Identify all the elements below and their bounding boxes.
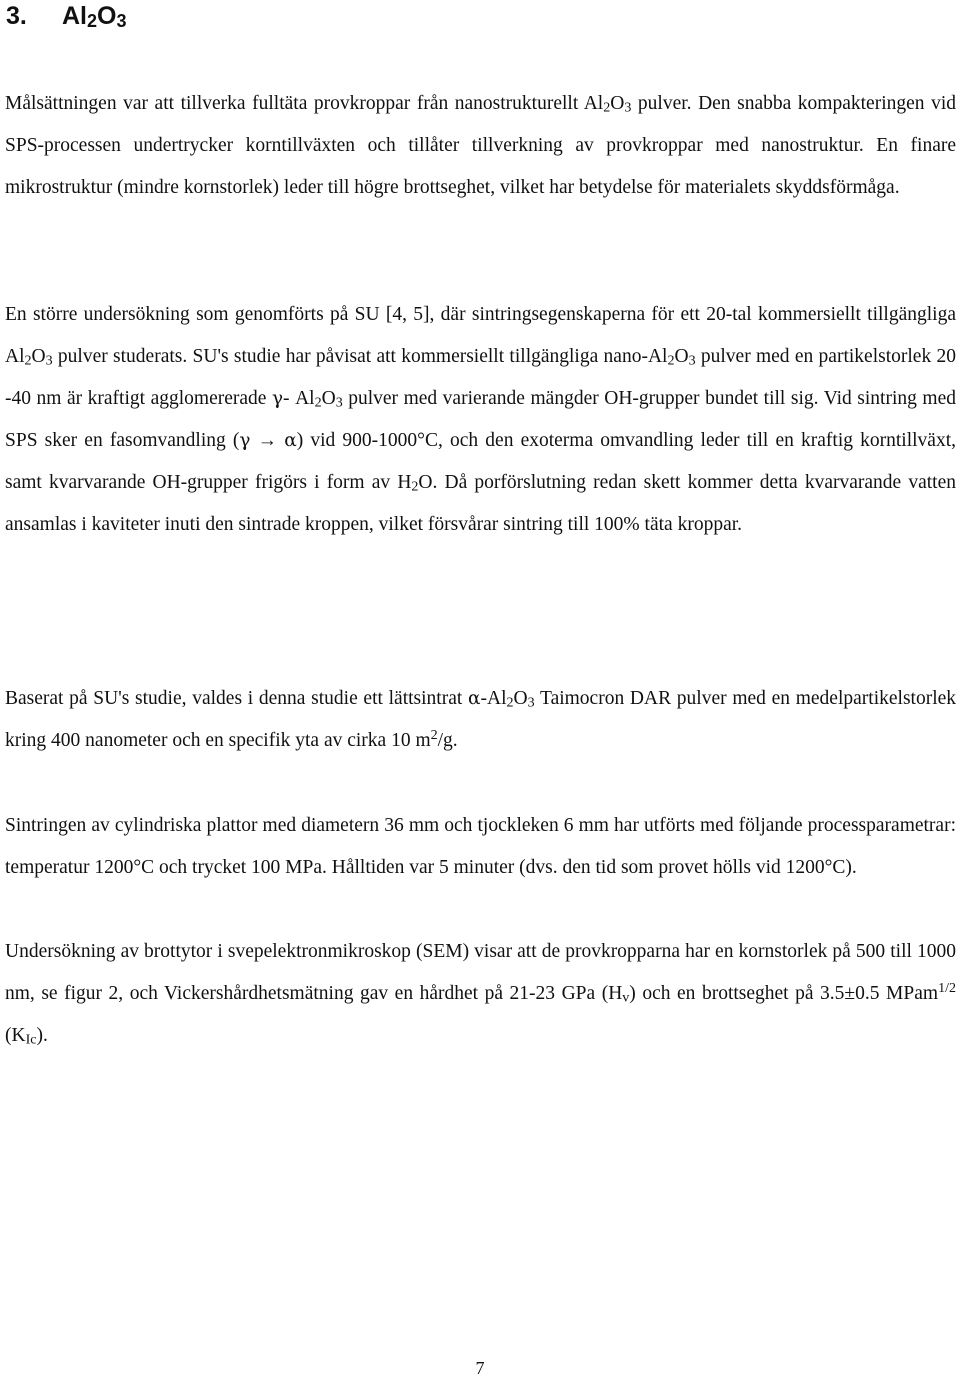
gamma-symbol: γ [239, 430, 251, 451]
section-heading: 3. $Al_2O_3$ [6, 2, 127, 32]
arrow-symbol: → [250, 430, 285, 451]
paragraph-sem-results: Undersökning av brottytor i svepelektronmikroskop (SEM) visar att de provkropparna har en kornstorlek på 500 till 1000 nm, se figur 2, och Vickershårdhetsmätning gav en hårdhet på 21-23 GPa $(H_v)$ och en brottseghet på 3.5±0.5 MPam$^{1/2}$ $(K_{Ic})$. [5, 941, 956, 1048]
alpha-symbol: α [284, 430, 297, 451]
gamma-symbol: γ [271, 388, 284, 409]
section-number: 3. [6, 2, 27, 30]
paragraph-powder-selection: Baserat på SU's studie, valdes i denna studie ett lättsintrat $\alpha-Al_2O_3$ Taimocron DAR pulver med en medelpartikelstorlek kring 400 nanometer och en specifik yta av cirka 10 $m^2/g$. [5, 688, 957, 751]
alpha-symbol: α [468, 688, 481, 709]
paragraph-sintering-parameters: Sintringen av cylindriska plattor med diametern 36 mm och tjockleken 6 mm har utförts med följande processparametrar: temperatur 1200°C och trycket 100 MPa. Hålltiden var 5 minuter (dvs. den tid som provet hölls vid 1200°C). [5, 815, 956, 878]
paragraph-objective: Målsättningen var att tillverka fulltäta provkroppar från nanostrukturellt $Al_2O_3$ pulver. Den snabba kompakteringen vid SPS-processen undertrycker korntillväxten och tillåter tillverkning av provkroppar med nanostruktur. En finare mikrostruktur (mindre kornstorlek) leder till högre brottseghet, vilket har betydelse för materialets skyddsförmåga. [5, 93, 956, 198]
paragraph-su-study: En större undersökning som genomförts på SU [4, 5], där sintringsegenskaperna för ett 20-tal kommersiellt tillgängliga $Al_2O_3$ pulver studerats. SU's studie har påvisat att kommersiellt tillgängliga nano-$Al_2O_3$ pulver med en partikelstorlek 20 -40 nm är kraftigt agglomererade γ- $Al_2O_3$ pulver med varierande mängder OH-grupper bundet till sig. Vid sintring med SPS sker en fasomvandling (γ → α) vid 900-1000°C, och den exoterma omvandling leder till en kraftig korntillväxt, samt kvarvarande OH-grupper frigörs i form av $H_2O$. Då porförslutning redan skett kommer detta kvarvarande vatten ansamlas i kaviteter inuti den sintrade kroppen, vilket försvårar sintring till 100% täta kroppar. [5, 304, 957, 535]
page-number: 7 [475, 1358, 485, 1378]
